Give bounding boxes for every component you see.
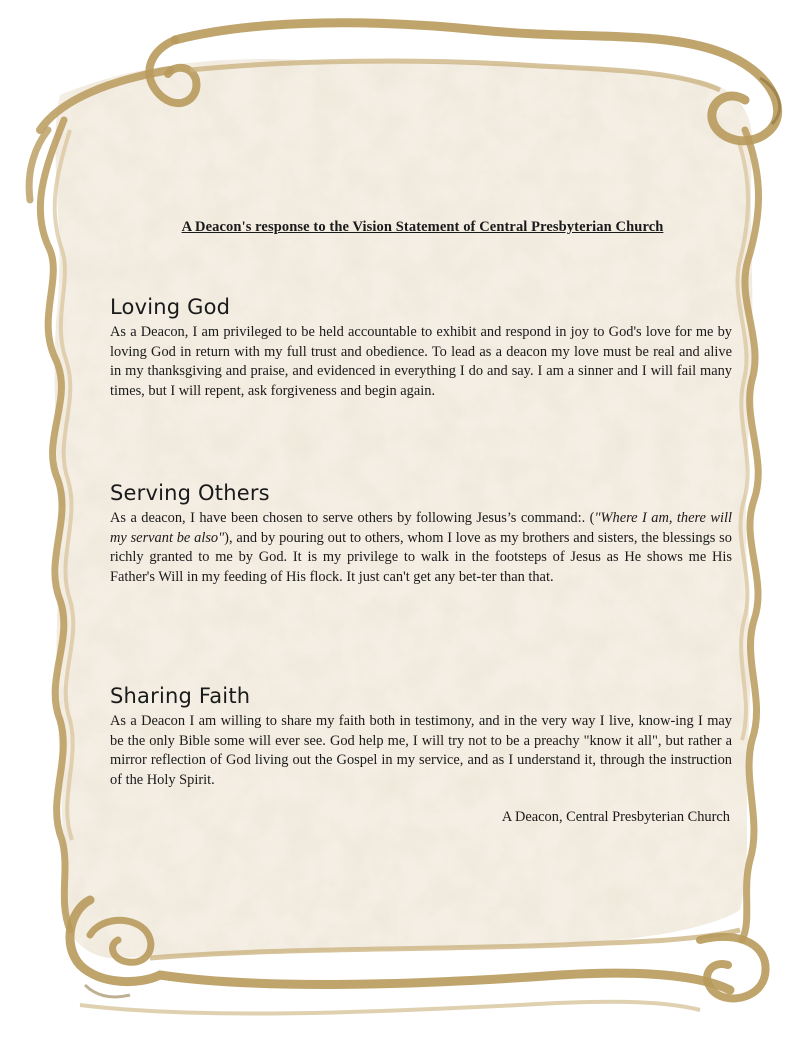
section-heading: Loving God	[110, 295, 231, 319]
section-body-quote: "Where I am, there will my servant be also"	[110, 510, 733, 546]
section-sharing-faith	[110, 684, 732, 790]
section-body-text: ), and by pouring out to others, whom I love as my brothers and sisters, the blessings so richly granted to me by God. It is my privilege to walk in the footsteps of Jesus as He shows me His Father's Will in my feeding of His flock. It just can't get any bet-ter than that.	[110, 529, 732, 585]
signature: A Deacon, Central Presbyterian Church	[501, 809, 730, 825]
section-body: As a Deacon I am willing to share my faith both in testimony, and in the very way I live, know-ing I may be the only Bible some will ever see. God help me, I will try not to be a preachy "know it all", but rather a mirror reflection of God living out the Gospel in my service, and as I understand it, through the instruction of the Holy Spirit.	[110, 713, 732, 788]
section-body	[110, 509, 732, 587]
document-title: A Deacon's response to the Vision Statement of Central Presbyterian Church	[181, 219, 664, 235]
section-heading: Sharing Faith	[110, 684, 251, 708]
section-serving-others	[110, 481, 732, 587]
section-body: As a Deacon, I am privileged to be held accountable to exhibit and respond in joy to God's love for me by loving God in return with my full trust and obedience. To lead as a deacon my love must be real and alive in my thanksgiving and praise, and evidenced in everything I do and say. I am a sinner and I will fail many times, but I will repent, ask forgiveness and begin again.	[110, 324, 732, 399]
section-loving-god	[110, 295, 732, 401]
section-heading: Serving Others	[110, 481, 270, 505]
section-body-text: As a deacon, I have been chosen to serve others by following Jesus’s command:. (	[110, 510, 595, 526]
